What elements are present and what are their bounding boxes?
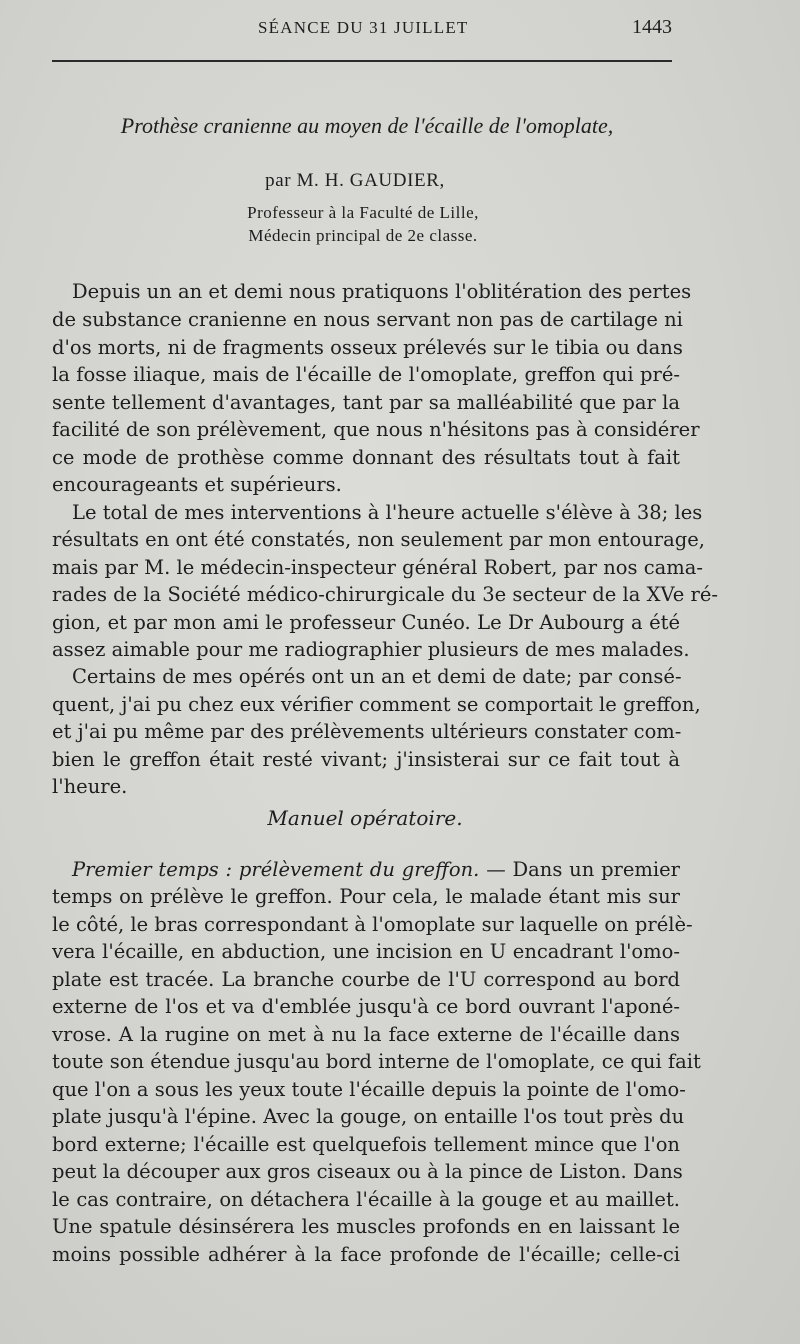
- author-affiliation: Médecin principal de 2e classe.: [248, 226, 478, 245]
- text-line: ce mode de prothèse comme donnant des résultats tout à fait: [52, 446, 680, 469]
- article-title: Prothèse cranienne au moyen de l'écaille de l'omoplate,: [120, 113, 614, 138]
- page-header: [0, 18, 800, 44]
- text-line: Depuis un an et demi nous pratiquons l'oblitération des pertes: [72, 280, 692, 303]
- text-line: vrose. A la rugine on met à nu la face externe de l'écaille dans: [52, 1023, 680, 1046]
- header-rule: [52, 60, 672, 62]
- text-line: encourageants et supérieurs.: [52, 473, 342, 496]
- section-heading: Manuel opératoire.: [267, 806, 463, 830]
- author-affiliation: Professeur à la Faculté de Lille,: [247, 203, 479, 222]
- text-line: mais par M. le médecin-inspecteur général Robert, par nos cama-: [52, 556, 703, 579]
- page-number: 1443: [632, 16, 672, 38]
- step-title: Premier temps : prélèvement du greffon.: [72, 858, 480, 881]
- text-line: l'heure.: [52, 775, 128, 798]
- text-line: facilité de son prélèvement, que nous n'hésitons pas à considérer: [52, 418, 700, 441]
- article-author: par M. H. GAUDIER,: [265, 170, 445, 191]
- text-line: Une spatule désinsérera les muscles profonds en en laissant le: [52, 1215, 680, 1238]
- text-line: et j'ai pu même par des prélèvements ultérieurs constater com-: [52, 720, 682, 743]
- text-line: le côté, le bras correspondant à l'omoplate sur laquelle on prélè-: [52, 913, 693, 936]
- step-lead-text: — Dans un premier: [479, 858, 681, 881]
- text-line: la fosse iliaque, mais de l'écaille de l'omoplate, greffon qui pré-: [52, 363, 680, 386]
- text-line: d'os morts, ni de fragments osseux prélevés sur le tibia ou dans: [52, 336, 683, 359]
- text-line: externe de l'os et va d'emblée jusqu'à ce bord ouvrant l'aponé-: [52, 995, 680, 1018]
- text-line: temps on prélève le greffon. Pour cela, le malade étant mis sur: [52, 885, 680, 908]
- text-line: sente tellement d'avantages, tant par sa malléabilité que par la: [52, 391, 680, 414]
- text-line: plate est tracée. La branche courbe de l'U correspond au bord: [52, 968, 680, 991]
- running-title: SÉANCE DU 31 JUILLET: [258, 18, 469, 37]
- text-line: moins possible adhérer à la face profonde de l'écaille; celle-ci: [52, 1243, 680, 1266]
- text-line: Certains de mes opérés ont un an et demi de date; par consé-: [72, 665, 682, 688]
- text-line: peut la découper aux gros ciseaux ou à la pince de Liston. Dans: [52, 1160, 683, 1183]
- text-line: le cas contraire, on détachera l'écaille à la gouge et au maillet.: [52, 1188, 680, 1211]
- text-line: de substance cranienne en nous servant non pas de cartilage ni: [52, 308, 683, 331]
- text-line: plate jusqu'à l'épine. Avec la gouge, on entaille l'os tout près du: [52, 1105, 685, 1128]
- text-line: résultats en ont été constatés, non seulement par mon entourage,: [52, 528, 705, 551]
- text-line: gion, et par mon ami le professeur Cunéo. Le Dr Aubourg a été: [52, 611, 680, 634]
- text-line: que l'on a sous les yeux toute l'écaille depuis la pointe de l'omo-: [52, 1078, 686, 1101]
- text-line: bord externe; l'écaille est quelquefois tellement mince que l'on: [52, 1133, 680, 1156]
- text-line: quent, j'ai pu chez eux vérifier comment se comportait le greffon,: [52, 693, 701, 716]
- text-line: toute son étendue jusqu'au bord interne de l'omoplate, ce qui fait: [52, 1050, 701, 1073]
- text-line: rades de la Société médico-chirurgicale du 3e secteur de la XVe ré-: [52, 583, 718, 606]
- text-line: bien le greffon était resté vivant; j'insisterai sur ce fait tout à: [52, 748, 680, 771]
- text-line: Le total de mes interventions à l'heure actuelle s'élève à 38; les: [72, 501, 703, 524]
- text-line: vera l'écaille, en abduction, une incision en U encadrant l'omo-: [52, 940, 680, 963]
- text-line: assez aimable pour me radiographier plusieurs de mes malades.: [52, 638, 690, 661]
- text-line: [72, 858, 680, 885]
